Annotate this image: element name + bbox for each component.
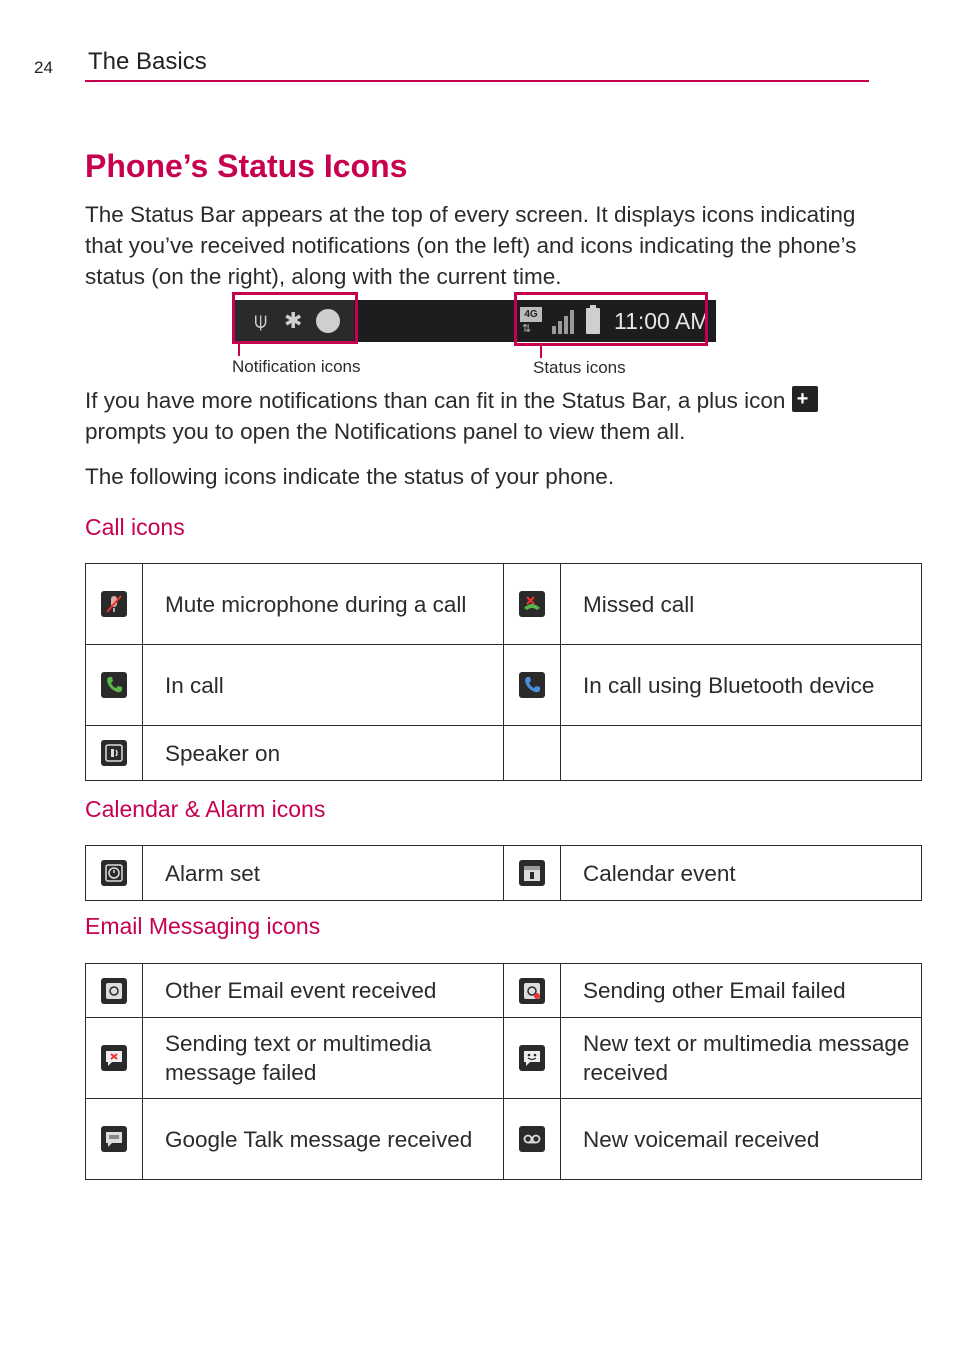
table-row	[86, 645, 922, 726]
status-icons-caption: Status icons	[533, 358, 626, 377]
status-callout-box	[514, 292, 708, 346]
table-cell: Speaker on	[143, 726, 504, 781]
following-paragraph: The following icons indicate the status of your phone.	[85, 464, 615, 489]
message-failed-icon	[101, 1045, 127, 1071]
status-time: 11:00 AM	[614, 308, 710, 334]
table-cell: In call	[143, 645, 504, 726]
plus-text-2: prompts you to open the Notifications panel to view them all.	[85, 419, 686, 444]
table-cell: Calendar event	[561, 846, 922, 901]
email-messaging-heading: Email Messaging icons	[85, 913, 321, 939]
call-icons-heading: Call icons	[85, 514, 185, 540]
plus-icon-paragraph	[85, 385, 875, 447]
table-cell	[561, 726, 922, 781]
in-call-icon	[101, 672, 127, 698]
network-type-icon: 4G	[520, 307, 542, 322]
notification-icons-caption: Notification icons	[232, 357, 361, 376]
table-row	[86, 1099, 922, 1180]
google-talk-icon	[101, 1126, 127, 1152]
voicemail-icon	[519, 1126, 545, 1152]
missed-call-icon	[519, 591, 545, 617]
notification-leader-line	[238, 344, 240, 356]
table-cell: New text or multimedia message received	[561, 1018, 922, 1099]
table-cell: New voicemail received	[561, 1099, 922, 1180]
email-failed-icon	[519, 978, 545, 1004]
call-icons-table	[85, 563, 922, 781]
bluetooth-call-icon	[519, 672, 545, 698]
table-row	[86, 1018, 922, 1099]
calendar-icon	[519, 860, 545, 886]
table-cell: Mute microphone during a call	[143, 564, 504, 645]
table-row	[86, 846, 922, 901]
alarm-icon	[101, 860, 127, 886]
speaker-on-icon	[101, 740, 127, 766]
new-message-icon	[519, 1045, 545, 1071]
empty-cell	[504, 726, 561, 781]
android-debug-icon: ✱	[284, 308, 303, 333]
table-cell: Other Email event received	[143, 964, 504, 1018]
mute-microphone-icon	[101, 591, 127, 617]
header-rule	[85, 80, 869, 82]
usb-icon: ⍦	[254, 308, 268, 333]
table-cell: Missed call	[561, 564, 922, 645]
table-cell: Google Talk message received	[143, 1099, 504, 1180]
table-cell: Sending text or multimedia message failed	[143, 1018, 504, 1099]
table-row	[86, 564, 922, 645]
plus-icon: +	[792, 386, 818, 412]
intro-paragraph: The Status Bar appears at the top of every screen. It displays icons indicating that you’ve received notifications (on the left) and icons indicating the phone’s status (on the right), along with the current time.	[85, 202, 857, 289]
table-row	[86, 964, 922, 1018]
calendar-alarm-table	[85, 845, 922, 901]
table-row	[86, 726, 922, 781]
page-title: Phone’s Status Icons	[85, 148, 408, 184]
table-cell: In call using Bluetooth device	[561, 645, 922, 726]
plus-text-1: If you have more notifications than can fit in the Status Bar, a plus icon	[85, 388, 786, 413]
section-header: The Basics	[88, 48, 207, 75]
email-messaging-table	[85, 963, 922, 1180]
table-cell: Alarm set	[143, 846, 504, 901]
notification-callout-box	[232, 292, 358, 344]
page-number: 24	[34, 58, 53, 77]
email-received-icon	[101, 978, 127, 1004]
table-cell: Sending other Email failed	[561, 964, 922, 1018]
data-activity-icon: ⇅	[522, 323, 532, 335]
status-leader-line	[540, 346, 542, 358]
calendar-alarm-heading: Calendar & Alarm icons	[85, 796, 326, 822]
